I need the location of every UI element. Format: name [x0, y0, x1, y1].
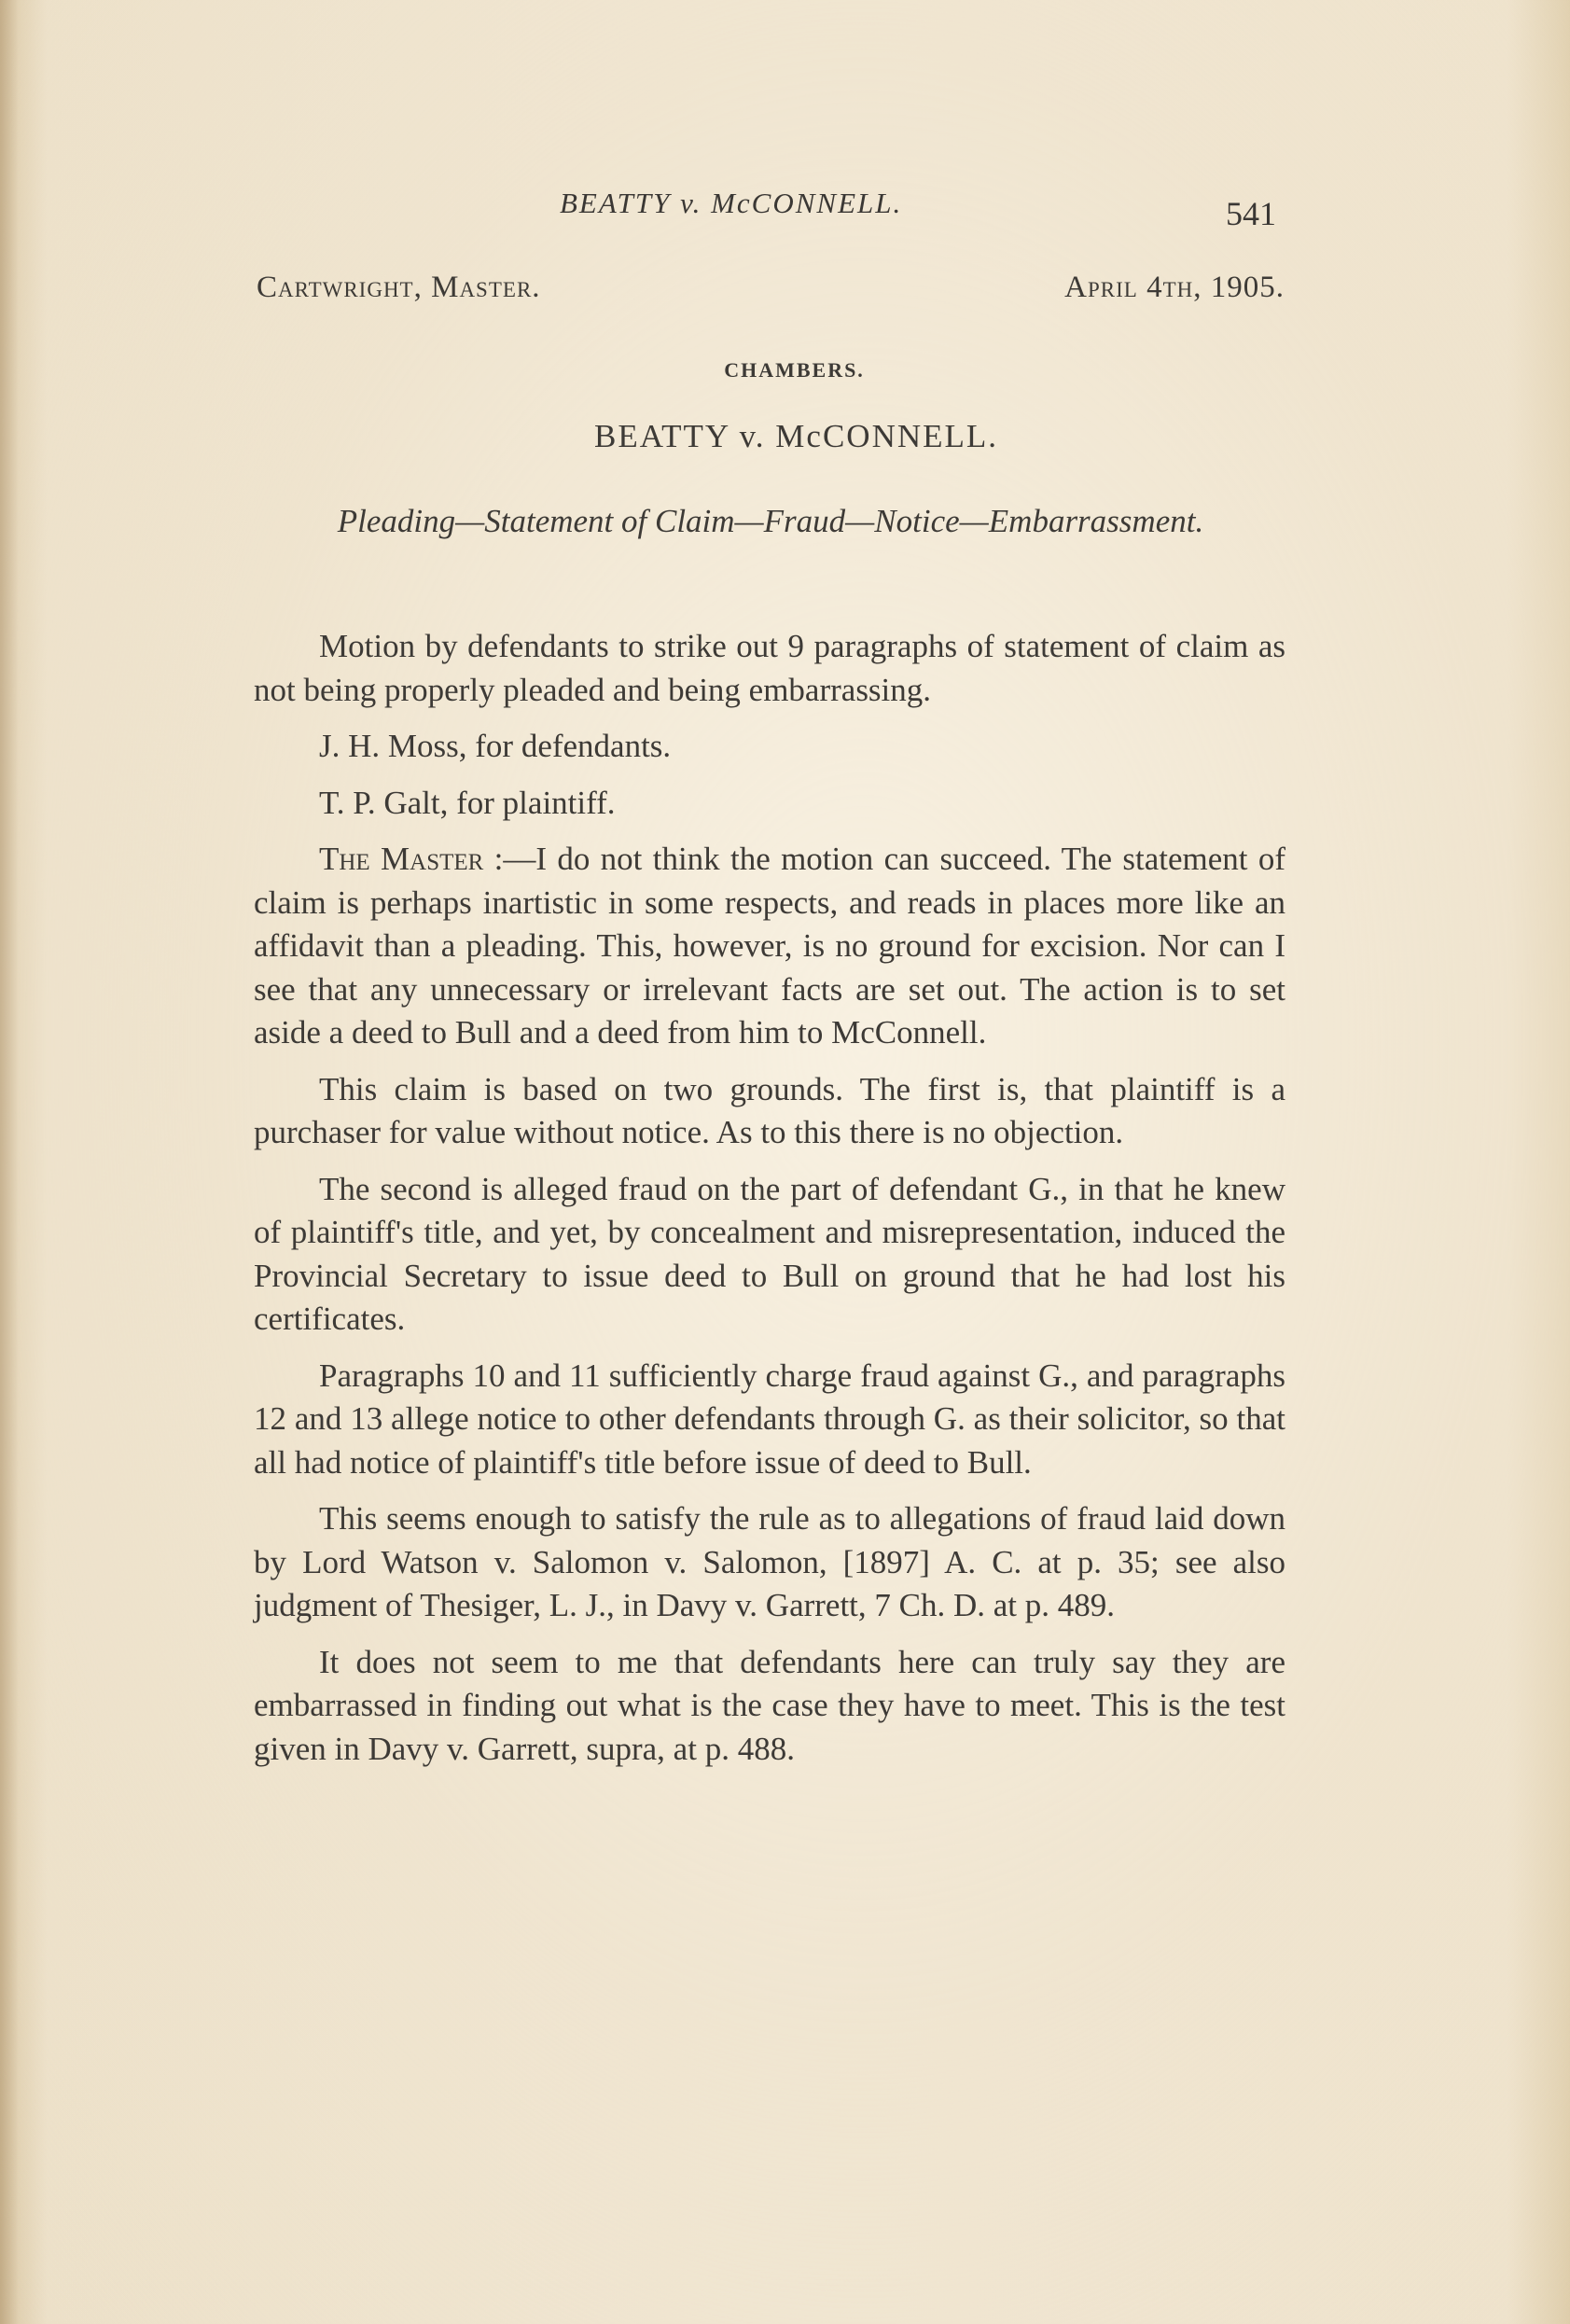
speaker-label: The Master	[319, 841, 484, 877]
paragraph-grounds: This claim is based on two grounds. The first is, that plaintiff is a purchaser for value without notice. As to this there is no objection.	[254, 1070, 1285, 1150]
paragraph-counsel-plaintiff: T. P. Galt, for plaintiff.	[319, 784, 616, 821]
running-head-title: BEATTY v. McCONNELL.	[560, 187, 903, 219]
case-title: BEATTY v. McCONNELL.	[593, 418, 999, 454]
paragraph-master-opinion	[254, 838, 1285, 1055]
paragraph-notice: Paragraphs 10 and 11 sufficiently charge fraud against G., and paragraphs 12 and 13 allege notice to other defendants through G. as their solicitor, so that all had notice of plaintiff's title before issue of deed to Bull.	[254, 1357, 1285, 1481]
court-heading: CHAMBERS.	[724, 358, 865, 382]
page-number: 541	[1226, 195, 1276, 232]
paragraph-conclusion: It does not seem to me that defendants here can truly say they are embarrassed in finding out what is the case they have to meet. This is the test given in Davy v. Garrett, supra, at p. 488.	[254, 1643, 1285, 1767]
paragraph-motion: Motion by defendants to strike out 9 paragraphs of statement of claim as not being properly pleaded and being embarrassing.	[254, 628, 1285, 708]
page-gutter-shadow	[0, 0, 19, 2324]
judge-name: Cartwright, Master.	[257, 271, 541, 304]
dateline	[257, 271, 1285, 317]
paragraph-counsel-defendants: J. H. Moss, for defendants.	[319, 728, 672, 764]
paragraph-master-text: :—I do not think the motion can succeed. The statement of claim is perhaps inartistic in some respects, and reads in places more like an affidavit than a pleading. This, however, is no ground for excision. Nor can I see that any unnecessary or irrelevant facts are set out. The action is to set aside a deed to Bull and a deed from him to McConnell.	[254, 841, 1286, 1051]
decision-date: April 4th, 1905.	[1064, 271, 1285, 304]
opinion-body	[254, 625, 1285, 1784]
paragraph-fraud: The second is alleged fraud on the part of defendant G., in that he knew of plaintiff's title, and yet, by concealment and misrepresentation, induced the Provincial Secretary to issue deed to Bull on ground that he had lost his certificates.	[254, 1170, 1285, 1337]
headnote: Pleading—Statement of Claim—Fraud—Notice—Embarrassment.	[337, 503, 1204, 539]
running-head	[0, 187, 1570, 243]
paragraph-rule: This seems enough to satisfy the rule as to allegations of fraud laid down by Lord Watson v. Salomon v. Salomon, [1897] A. C. at p. 35; see also judgment of Thesiger, L. J., in Davy v. Garrett, 7 Ch. D. at p. 489.	[254, 1500, 1285, 1623]
